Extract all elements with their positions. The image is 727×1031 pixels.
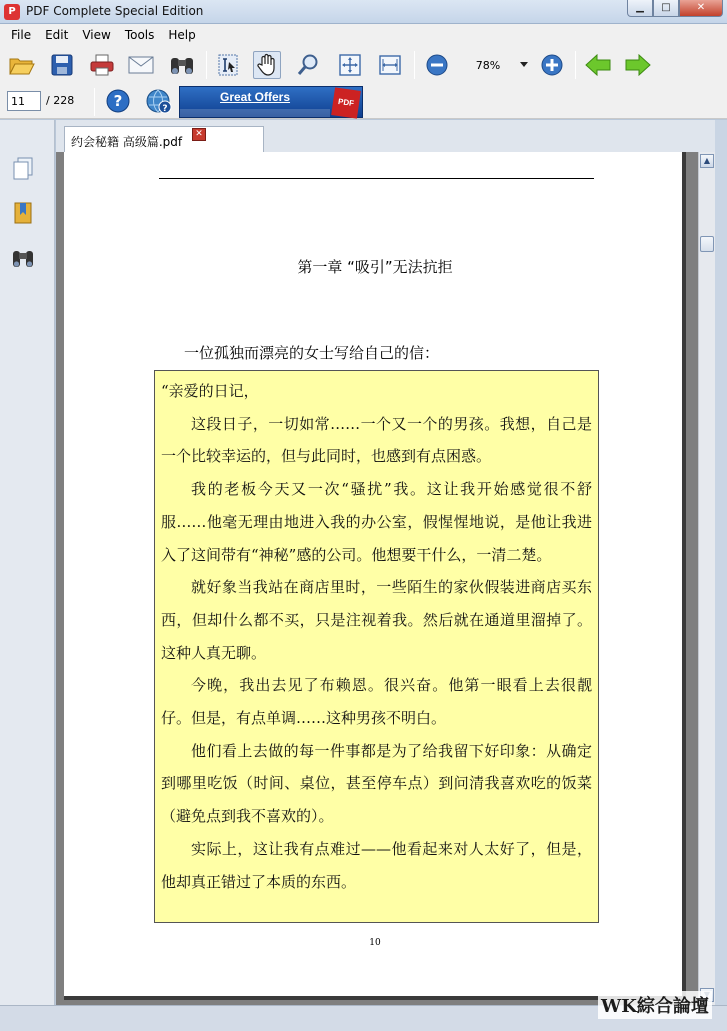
folder-icon: [9, 54, 35, 76]
window-title: PDF Complete Special Edition: [26, 4, 204, 18]
svg-text:?: ?: [113, 92, 123, 110]
fit-page-button[interactable]: [336, 51, 364, 79]
fit-width-icon: [378, 53, 402, 77]
document-viewer[interactable]: [56, 152, 698, 1005]
page-number-input[interactable]: [7, 91, 41, 111]
banner-label: Great Offers: [220, 90, 291, 104]
toolbar-separator: [414, 51, 415, 79]
menu-tools[interactable]: Tools: [124, 27, 155, 42]
document-tab[interactable]: [64, 126, 264, 152]
previous-page-button[interactable]: [584, 51, 612, 79]
fit-width-button[interactable]: [376, 51, 404, 79]
letter-paragraph: 就好象当我站在商店里时，一些陌生的家伙假装进商店买东西，但却什么都不买，只是注视着我。然后就在通道里溜掉了。这种人真无聊。: [161, 578, 592, 662]
page-number: 10: [369, 938, 381, 948]
toolbar-separator: [575, 51, 576, 79]
search-panel-button[interactable]: [10, 246, 36, 272]
binoculars-icon: [11, 248, 35, 270]
watermark: WK綜合論壇: [598, 991, 712, 1019]
menu-edit[interactable]: Edit: [45, 27, 69, 42]
banner-stripe: [180, 109, 330, 117]
next-page-button[interactable]: [624, 51, 652, 79]
globe-help-icon: [146, 88, 172, 114]
tab-close-icon[interactable]: ✕: [192, 128, 206, 141]
zoom-level[interactable]: 78%: [475, 59, 501, 72]
save-disk-icon: [51, 54, 73, 76]
scroll-up-icon[interactable]: ▲: [700, 154, 714, 168]
menu-bar: [0, 24, 727, 45]
find-button[interactable]: [168, 51, 196, 79]
fit-page-icon: [338, 53, 362, 77]
bookmarks-panel-button[interactable]: [10, 200, 36, 226]
scroll-thumb[interactable]: [700, 236, 714, 252]
letter-paragraph: 他们看上去做的每一件事都是为了给我留下好印象：从确定到哪里吃饭（时间、桌位，甚至停车点）到问清我喜欢吃的饭菜（避免点到我不喜欢的）。: [161, 741, 592, 826]
select-text-tool[interactable]: [214, 51, 242, 79]
vertical-scrollbar[interactable]: [698, 152, 715, 1005]
pdf-page: [64, 152, 686, 1000]
envelope-icon: [128, 56, 154, 74]
bookmark-icon: [13, 201, 33, 225]
text-select-icon: [216, 53, 240, 77]
pages-panel-button[interactable]: [10, 156, 36, 182]
zoom-in-button[interactable]: [538, 51, 566, 79]
header-rule: [159, 178, 594, 179]
toolbar-separator: [94, 88, 95, 116]
page-total: / 228: [46, 94, 75, 107]
save-button[interactable]: [48, 51, 76, 79]
zoom-out-button[interactable]: [423, 51, 451, 79]
chapter-title: 第一章 “吸引”无法抗拒: [297, 258, 453, 276]
left-sidebar: [0, 120, 55, 1005]
document-tabbar: [56, 120, 727, 152]
document-tab-label: 约会秘籍 高级篇.pdf: [71, 135, 183, 149]
main-toolbar: [0, 45, 727, 85]
open-folder-button[interactable]: [8, 51, 36, 79]
pages-icon: [12, 157, 34, 181]
letter-paragraph: “亲爱的日记，: [161, 382, 259, 400]
svg-text:?: ?: [162, 104, 168, 114]
toolbar-separator: [206, 51, 207, 79]
navigation-toolbar: [0, 85, 727, 119]
window-frame-right: [715, 120, 727, 1005]
help-button[interactable]: [104, 87, 132, 115]
window-controls: [627, 0, 723, 18]
zoom-in-icon: [540, 53, 564, 77]
email-button[interactable]: [127, 51, 155, 79]
print-button[interactable]: [88, 51, 116, 79]
arrow-right-icon: [625, 54, 651, 76]
letter-paragraph: 实际上，这让我有点难过——他看起来对人太好了，但是，他却真正错过了本质的东西。: [161, 839, 592, 891]
zoom-dropdown-caret-icon[interactable]: [520, 62, 528, 67]
magnifier-icon: [296, 53, 320, 77]
hand-tool[interactable]: [253, 51, 281, 79]
arrow-left-icon: [585, 54, 611, 76]
help-question-icon: [106, 89, 130, 113]
binoculars-icon: [169, 54, 195, 76]
minimize-button[interactable]: ▁: [627, 0, 653, 17]
app-logo-icon: P: [4, 4, 20, 20]
online-help-button[interactable]: [145, 87, 173, 115]
printer-icon: [90, 54, 114, 76]
menu-view[interactable]: View: [82, 27, 111, 42]
menu-help[interactable]: Help: [168, 27, 196, 42]
zoom-tool[interactable]: [294, 51, 322, 79]
title-bar: [0, 0, 727, 24]
letter-paragraph: 这段日子，一切如常……一个又一个的男孩。我想，自己是一个比较幸运的，但与此同时，也感到有点困惑。: [161, 414, 592, 466]
intro-line: 一位孤独而漂亮的女士写给自己的信：: [184, 344, 440, 362]
letter-paragraph: 我的老板今天又一次“骚扰”我。这让我开始感觉很不舒服……他毫无理由地进入我的办公室，假惺惺地说，是他让我进入了这间带有“神秘”感的公司。他想要干什么，一清二楚。: [161, 480, 592, 564]
letter-box: [154, 370, 599, 923]
maximize-button[interactable]: □: [653, 0, 679, 17]
pdf-badge-icon: PDF: [331, 87, 361, 118]
close-button[interactable]: ✕: [679, 0, 723, 17]
menu-file[interactable]: File: [11, 27, 32, 42]
zoom-out-icon: [425, 53, 449, 77]
great-offers-banner[interactable]: [179, 86, 363, 118]
hand-icon: [255, 53, 279, 77]
letter-paragraph: 今晚，我出去见了布赖恩。很兴奋。他第一眼看上去很靓仔。但是，有点单调……这种男孩不明白。: [161, 676, 592, 728]
